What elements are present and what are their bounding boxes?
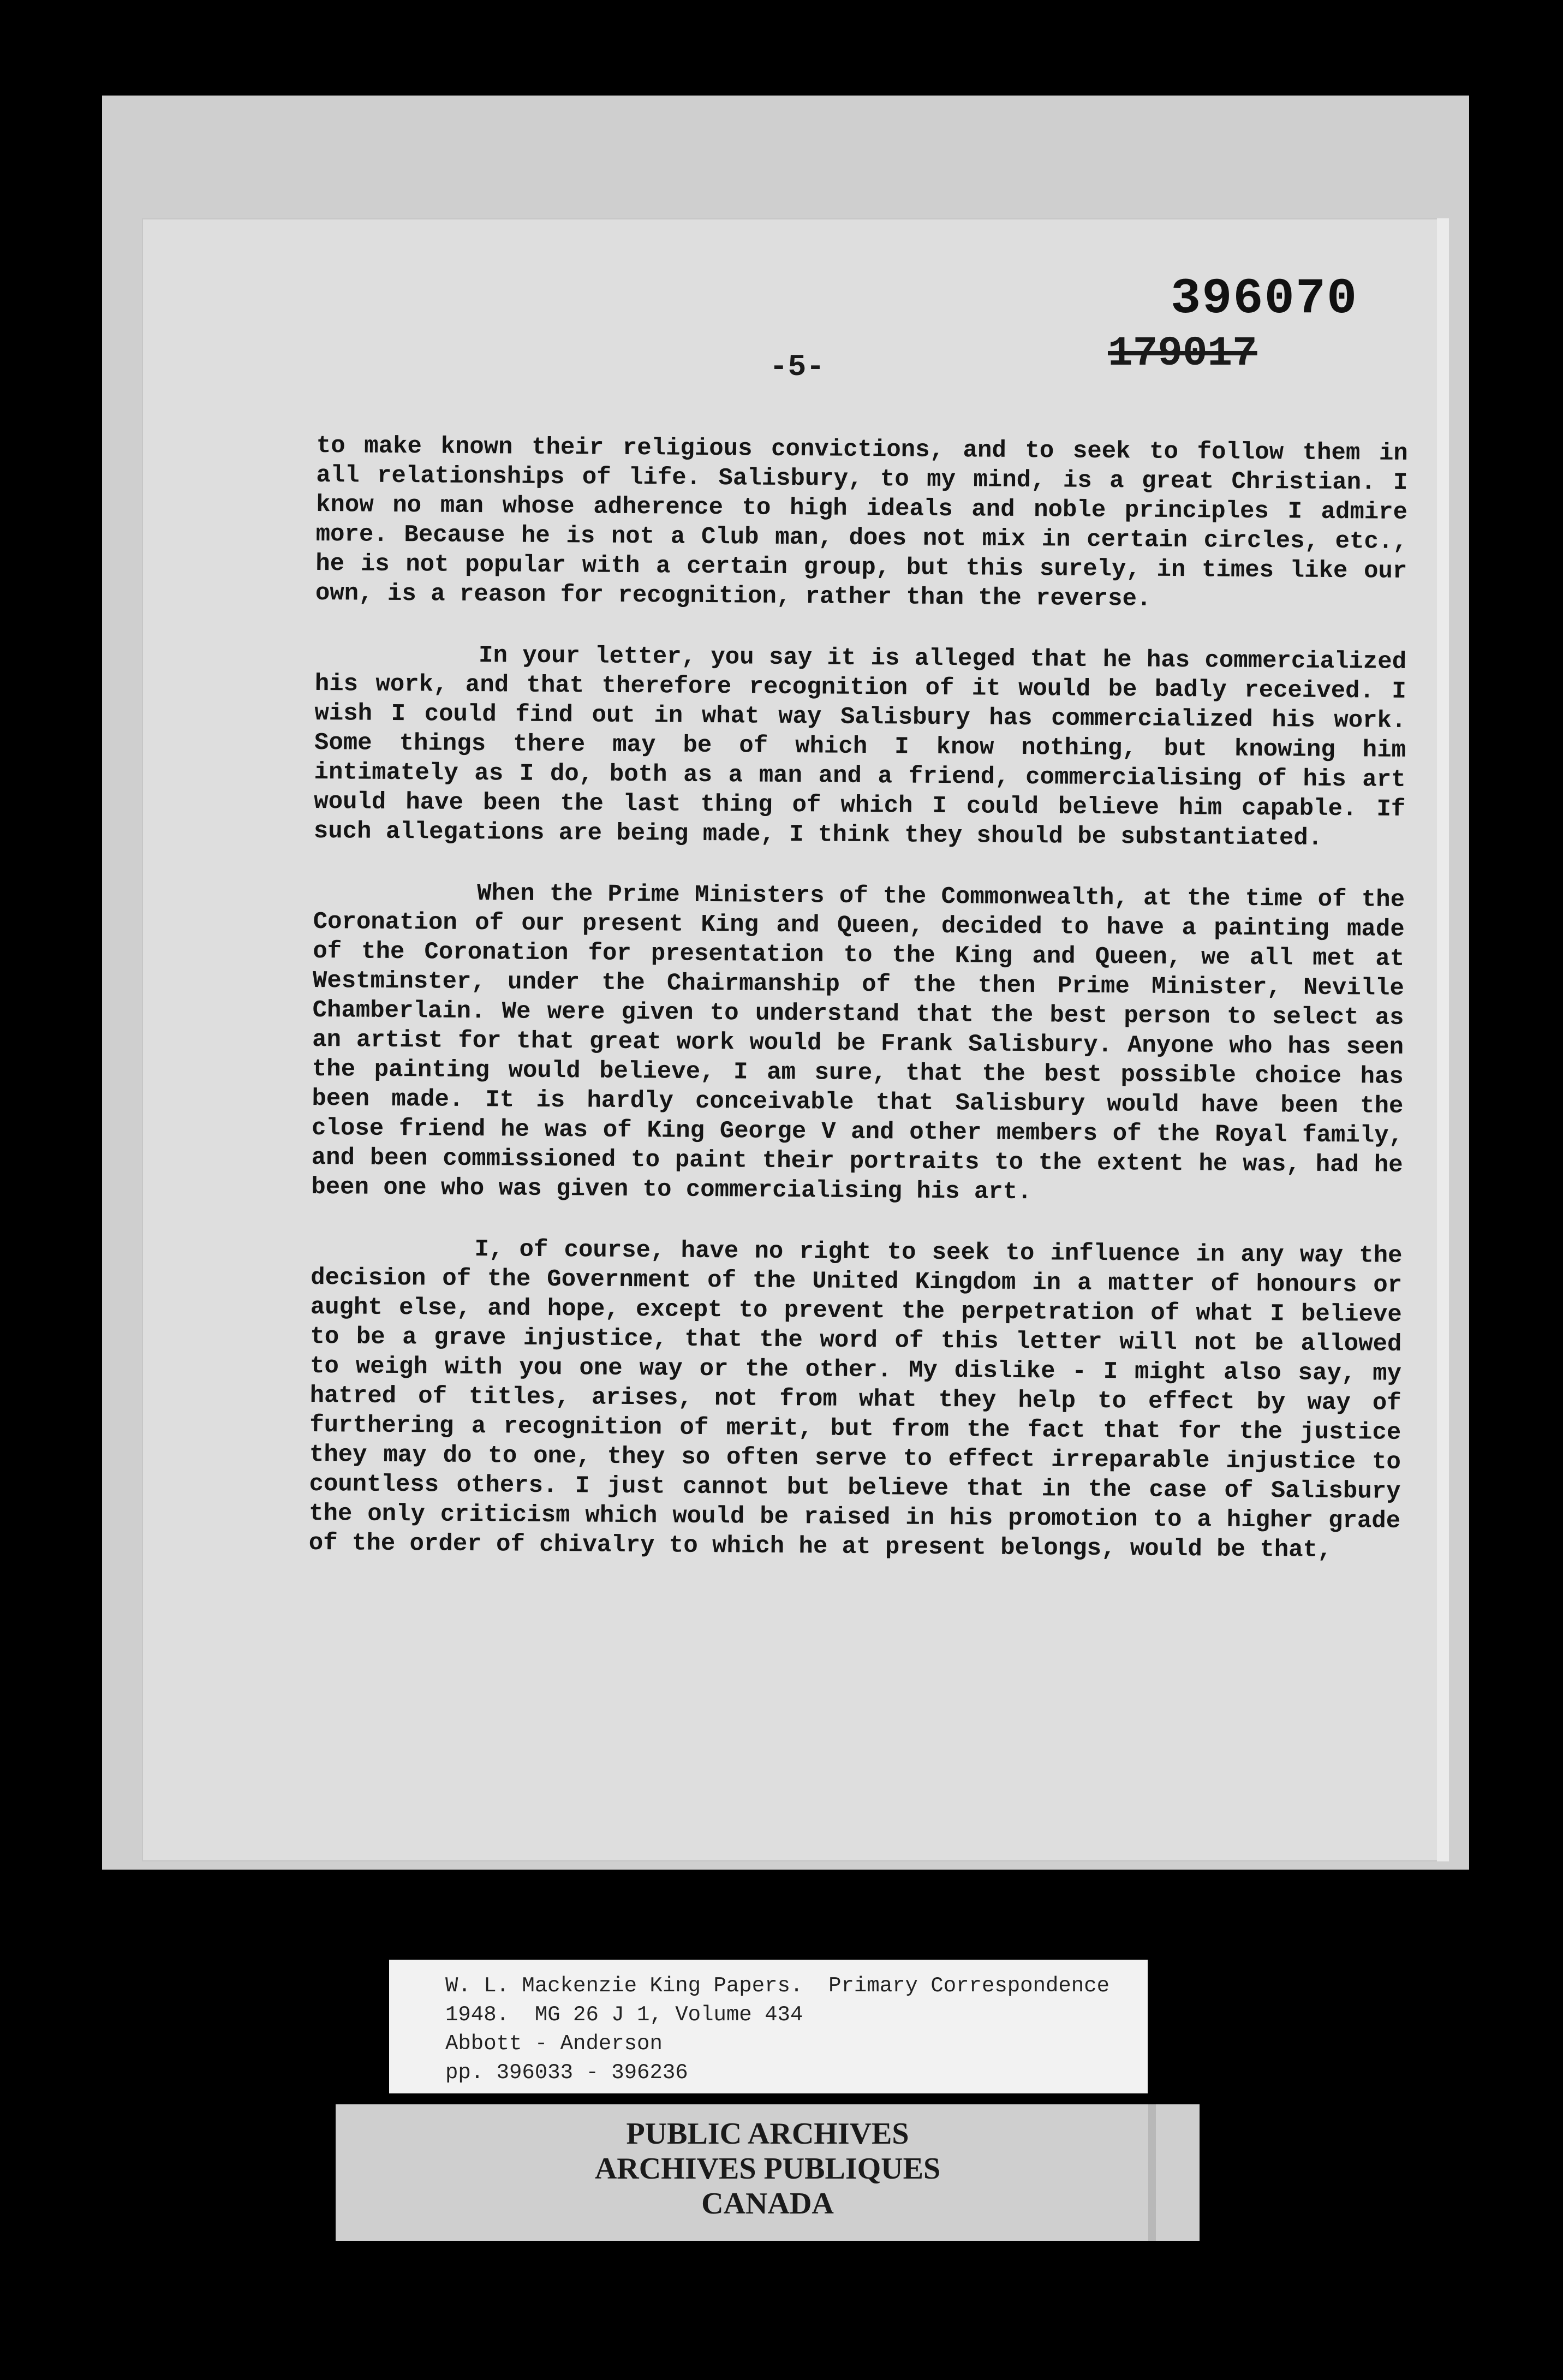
label-line-pages: pp. 396033 - 396236 xyxy=(445,2061,688,2085)
archive-strip xyxy=(336,2104,1200,2241)
label-line-collection: W. L. Mackenzie King Papers. Primary Correspondence xyxy=(445,1974,1109,1998)
page-number: -5- xyxy=(769,349,825,384)
archive-strip-edge xyxy=(1148,2104,1156,2241)
document-stamp-number: 396070 xyxy=(1171,270,1358,328)
paragraph-2: In your letter, you say it is alleged that he has commercialized his work, and that therefore recognition of it would be badly received. I wish I could find out in what way Salisbury has commercialized his work. Some things there may be of which I know nothing, but knowing him intimately as I do, both as a man and a friend, commercialising of his art would have been the last thing of which I could believe him capable. If such allegations are being made, I think they should be substantiated. xyxy=(313,642,1407,852)
label-line-names: Abbott - Anderson xyxy=(445,2032,663,2056)
paragraph-1: to make known their religious convictions, and to seek to follow them in all relationships of life. Salisbury, to my mind, is a great Christian. I know no man whose adherence to high ideals and noble principles I admire more. Because he is not a Club man, does not mix in certain circles, etc., he is not popular with a certain group, but this surely, in times like our own, is a reason for recognition, rather than the reverse. xyxy=(315,432,1408,613)
archive-line-country: CANADA xyxy=(701,2187,834,2221)
archive-line-english: PUBLIC ARCHIVES xyxy=(626,2117,909,2151)
paragraph-3: When the Prime Ministers of the Commonwealth, at the time of the Coronation of our present King and Queen, decided to have a painting made of the Coronation for presentation to the King and Queen, we all met at Westminster, under the Chairmanship of the then Prime Minister, Neville Chamberlain. We were given to understand that the best person to select as an artist for that great work would be Frank Salisbury. Anyone who has seen the painting would believe, I am sure, that the best possible choice has been made. It is hardly conceivable that Salisbury would have been the close friend he was of King George V and other members of the Royal family, and been commissioned to paint their portraits to the extent he was, had he been one who was given to commercialising his art. xyxy=(311,880,1405,1206)
letter-body xyxy=(308,431,1408,1597)
archive-line-french: ARCHIVES PUBLIQUES xyxy=(594,2152,941,2186)
paragraph-4: I, of course, have no right to seek to influence in any way the decision of the Government of the United Kingdom in a matter of honours or aught else, and hope, except to prevent the perpetration of what I believe to be a grave injustice, that the word of this letter will not be allowed to weigh with you one way or the other. My dislike - I might also say, my hatred of titles, arises, not from what they help to effect by way of furthering a recognition of merit, but from the fact that for the justice they may do to one, they so often serve to effect irreparable injustice to countless others. I just cannot but believe that in the case of Salisbury the only criticism which would be raised in his promotion to a higher grade of the order of chivalry to which he at present belongs, would be that, xyxy=(308,1236,1403,1564)
struck-out-number: 179017 xyxy=(1108,330,1257,377)
sheet-fold xyxy=(1437,218,1449,1861)
label-line-volume: 1948. MG 26 J 1, Volume 434 xyxy=(445,2003,803,2027)
catalogue-label xyxy=(389,1960,1148,2093)
